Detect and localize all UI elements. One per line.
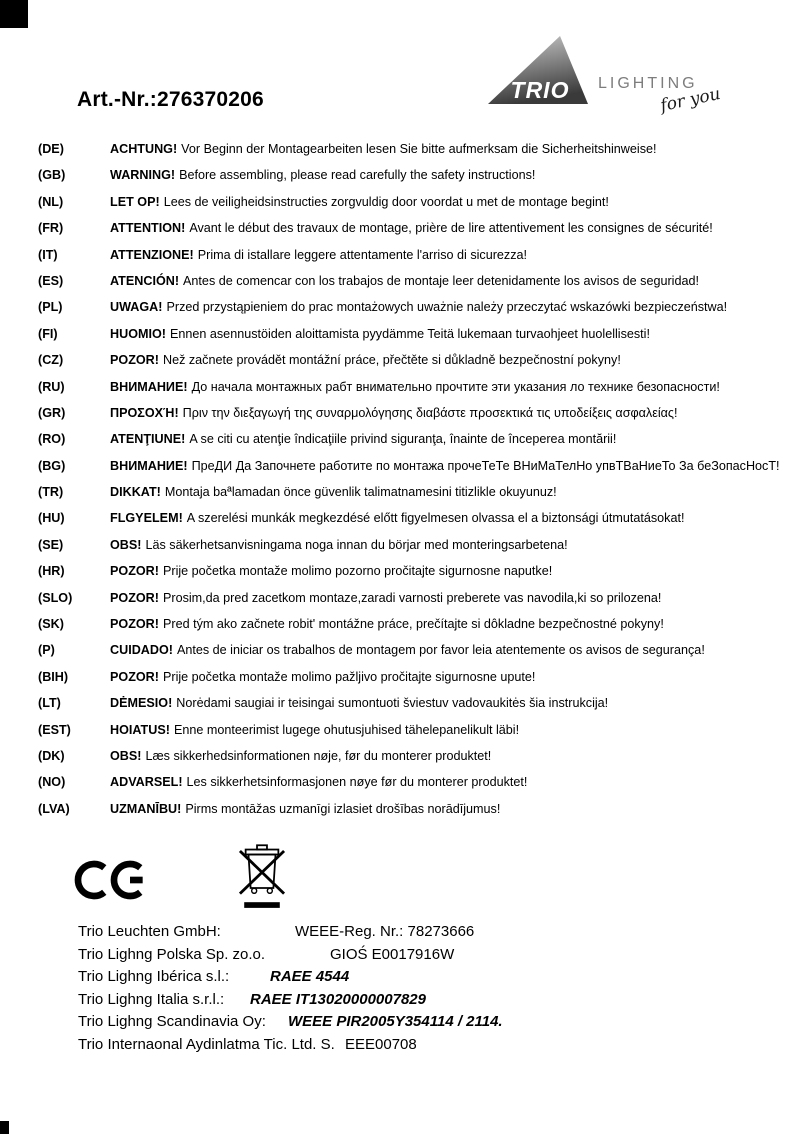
warning-keyword: ATTENZIONE! (110, 247, 194, 262)
warning-keyword: POZOR! (110, 353, 159, 368)
warning-body (110, 353, 621, 368)
language-code: (BIH) (38, 669, 69, 684)
warning-keyword: ATENŢIUNE! (110, 432, 186, 447)
warning-keyword: ATENCIÓN! (110, 273, 180, 288)
language-code: (DK) (38, 748, 65, 763)
warning-keyword: HUOMIO! (110, 326, 166, 341)
warning-body (110, 723, 519, 738)
warning-row (38, 168, 786, 183)
page-title: Art.-Nr.:276370206 (77, 88, 264, 111)
lighting-wordmark: LIGHTING (598, 75, 698, 92)
language-code: (NO) (38, 775, 66, 790)
registration-row (78, 1034, 718, 1057)
trio-triangle-icon (488, 36, 588, 104)
language-code: (LT) (38, 696, 61, 711)
warning-row (38, 195, 786, 210)
warning-row (38, 406, 786, 421)
warning-text: Les sikkerhetsinformasjonen nøye før du monterer produktet! (186, 775, 528, 790)
warning-keyword: ΠΡΟΣΟΧΉ! (110, 405, 179, 420)
registration-number: WEEE PIR2005Y354114 / 2114. (288, 1013, 503, 1031)
warning-body (110, 775, 527, 790)
warning-body (110, 749, 491, 764)
registration-number: RAEE 4544 (270, 968, 350, 986)
company-name: Trio Lighng Ibérica s.l.: (78, 968, 230, 986)
registration-row (78, 989, 718, 1012)
warning-keyword: ADVARSEL! (110, 775, 183, 790)
warning-keyword: POZOR! (110, 669, 159, 684)
warning-text: Antes de comencar con los trabajos de montaje leer detenidamente los avisos de seguridad! (183, 273, 699, 288)
warning-body (110, 696, 608, 711)
warning-body (110, 670, 535, 685)
language-code: (HU) (38, 511, 65, 526)
for-you-tagline: for you (658, 83, 723, 117)
language-code: (TR) (38, 485, 64, 500)
warning-body (110, 485, 557, 500)
registration-row (78, 966, 718, 989)
language-code: (LVA) (38, 801, 70, 816)
warning-keyword: POZOR! (110, 590, 159, 605)
warning-body (110, 406, 678, 421)
print-registration-mark-top-left (0, 0, 28, 28)
language-code: (ES) (38, 273, 64, 288)
warning-text: A szerelési munkák megkezdésé előtt figyelmesen olvassa el a biztonsági útmutatásokat! (186, 511, 685, 526)
warning-body (110, 248, 527, 263)
warning-text: Pirms montāžas uzmanīgi izlasiet drošības norādījumus! (185, 801, 501, 816)
warning-keyword: DĖMESIO! (110, 696, 173, 711)
warning-keyword: HOIATUS! (110, 722, 170, 737)
warning-text: Prima di istallare leggere attentamente l'arriso di sicurezza! (197, 247, 528, 262)
warning-body (110, 617, 664, 632)
language-code: (SLO) (38, 590, 73, 605)
warning-keyword: ВНИМАНИЕ! (110, 379, 188, 394)
company-name: Trio Leuchten GmbH: (78, 923, 221, 940)
warning-keyword: POZOR! (110, 564, 159, 579)
warning-body (110, 380, 720, 395)
language-code: (PL) (38, 300, 63, 315)
warning-row (38, 723, 786, 738)
registration-number: RAEE IT13020000007829 (250, 990, 426, 1008)
warning-body (110, 168, 535, 183)
registration-row (78, 1011, 718, 1034)
warning-body (110, 564, 552, 579)
warning-body (110, 300, 727, 315)
warning-keyword: OBS! (110, 748, 142, 763)
warning-text: Prosim,da pred zacetkom montaze,zaradi varnosti preberete vas navodila,ki so prilozena! (162, 590, 662, 605)
registration-row (78, 944, 718, 967)
warning-keyword: CUIDADO! (110, 643, 173, 658)
warning-row (38, 591, 786, 606)
company-name: Trio Lighng Italia s.r.l.: (78, 990, 225, 1008)
language-code: (FI) (38, 326, 58, 341)
ce-mark-icon (74, 852, 162, 908)
language-code: (SK) (38, 617, 64, 632)
language-code: (RO) (38, 432, 66, 447)
warning-row (38, 248, 786, 263)
warning-row (38, 142, 786, 157)
language-code: (CZ) (38, 353, 64, 368)
warning-row (38, 670, 786, 685)
warning-text: Πριν την διεξαγωγή της συναρμολόγησης διαβάστε προσεκτικά τις υποδείξεις ασφαλείας! (182, 405, 678, 420)
warning-text: Montaja baªlamadan önce güvenlik talimatnamesini titizlikle okuyunuz! (164, 485, 557, 500)
language-code: (P) (38, 643, 55, 658)
warning-body (110, 459, 780, 474)
brand-text: TRIO (510, 77, 570, 103)
warning-text: Przed przystąpieniem do prac montażowych uważnie należy przeczytać wskazówki bezpieczeństwa! (166, 300, 728, 315)
warning-body (110, 432, 616, 447)
warning-row (38, 643, 786, 658)
warning-keyword: UZMANĪBU! (110, 801, 182, 816)
warning-row (38, 617, 786, 632)
warning-text: Vor Beginn der Montagearbeiten lesen Sie bitte aufmerksam die Sicherheitshinweise! (181, 142, 657, 156)
language-code: (IT) (38, 247, 58, 262)
warning-row (38, 696, 786, 711)
warning-text: Enne monteerimist lugege ohutusjuhised tähelepanelikult läbi! (173, 722, 520, 737)
registration-number: GIOŚ E0017916W (330, 945, 455, 963)
warning-keyword: LET OP! (110, 194, 160, 209)
warning-body (110, 221, 713, 236)
language-code: (EST) (38, 722, 71, 737)
warning-row (38, 380, 786, 395)
warning-keyword: ACHTUNG! (110, 142, 178, 156)
warning-text: До начала монтажных рабт внимательно прочтите эти указания ло технике безопасности! (191, 379, 720, 394)
warning-keyword: FLGYELEM! (110, 511, 183, 526)
language-code: (NL) (38, 194, 64, 209)
warning-text: ПреДИ Да Започнете работите по монтажа прочеТеТе ВНиМаТелНо упвТВаНиеТо За беЗопасНосТ! (191, 458, 780, 473)
warning-row (38, 802, 786, 817)
warning-body (110, 802, 500, 817)
company-name: Trio Internaonal Aydinlatma Tic. Ltd. S. (78, 1035, 335, 1053)
warning-text: Prije početka montaže molimo pozorno pročitajte sigurnosne naputke! (162, 564, 553, 579)
warning-keyword: WARNING! (110, 168, 176, 183)
warning-text: Norėdami saugiai ir teisingai sumontuoti šviestuv vadovaukitės šia instrukcija! (176, 696, 609, 711)
warning-keyword: ВНИМАНИЕ! (110, 458, 188, 473)
warning-body (110, 511, 684, 526)
warning-text: A se citi cu atenţie îndicaţiile privind siguranţa, înainte de începerea montării! (189, 432, 617, 447)
weee-crossed-bin-icon (237, 841, 287, 915)
warning-text: Než začnete provádět montážní práce, přečtěte si důkladně bezpečnostní pokyny! (162, 353, 621, 368)
warning-text: Lees de veiligheidsinstructies zorgvuldig door voordat u met de montage begint! (163, 194, 609, 209)
registration-number: EEE00708 (345, 1035, 417, 1053)
warning-text: Prije početka montaže molimo pažljivo pročitajte sigurnosne upute! (162, 669, 536, 684)
warning-body (110, 538, 568, 553)
language-code: (GR) (38, 405, 66, 420)
language-code: (HR) (38, 564, 65, 579)
warning-text: Ennen asennustöiden aloittamista pyydämme Teitä lukemaan turvaohjeet huolellisesti! (169, 326, 650, 341)
warning-body (110, 274, 699, 289)
warning-text: Avant le début des travaux de montage, prière de lire attentivement les consignes de sécurité! (189, 221, 713, 236)
warning-row (38, 274, 786, 289)
warning-body (110, 327, 650, 342)
registration-row (78, 921, 718, 944)
warning-text: Läs säkerhetsanvisningama noga innan du börjar med monteringsarbetena! (145, 537, 568, 552)
warning-body (110, 195, 609, 210)
warning-keyword: DIKKAT! (110, 485, 161, 500)
warning-row (38, 327, 786, 342)
warning-body (110, 142, 657, 157)
warning-row (38, 511, 786, 526)
language-code: (GB) (38, 168, 66, 183)
trio-lighting-logo (488, 30, 738, 117)
warning-keyword: ATTENTION! (110, 221, 186, 236)
warning-row (38, 432, 786, 447)
language-code: (SE) (38, 537, 64, 552)
warning-text: Læs sikkerhedsinformationen nøje, før du monterer produktet! (145, 748, 492, 763)
warning-body (110, 591, 661, 606)
warning-text: Before assembling, please read carefully the safety instructions! (179, 168, 536, 183)
warning-row (38, 775, 786, 790)
language-code: (RU) (38, 379, 65, 394)
print-registration-mark-bottom-left (0, 1121, 9, 1134)
language-code: (FR) (38, 221, 64, 236)
warning-keyword: UWAGA! (110, 300, 163, 315)
warning-row (38, 749, 786, 764)
warning-row (38, 485, 786, 500)
company-name: Trio Lighng Polska Sp. zo.o. (78, 945, 266, 963)
warning-keyword: POZOR! (110, 617, 159, 632)
warning-row (38, 353, 786, 368)
warning-row (38, 300, 786, 315)
warning-body (110, 643, 705, 658)
warning-row (38, 459, 786, 474)
registrations-list (78, 921, 718, 1057)
warning-text: Pred tým ako začnete robit' montážne práce, prečítajte si dôkladne bezpečnostné pokyny! (162, 617, 664, 632)
warning-row (38, 221, 786, 236)
registration-number: WEEE-Reg. Nr.: 78273666 (295, 923, 475, 940)
warning-row (38, 538, 786, 553)
warning-keyword: OBS! (110, 537, 142, 552)
warnings-list (38, 142, 786, 828)
warning-row (38, 564, 786, 579)
warning-text: Antes de iniciar os trabalhos de montagem por favor leia atentemente os avisos de segurança! (176, 643, 705, 658)
language-code: (DE) (38, 142, 64, 156)
language-code: (BG) (38, 458, 66, 473)
company-name: Trio Lighng Scandinavia Oy: (78, 1013, 266, 1031)
weee-date-bar (244, 902, 280, 908)
